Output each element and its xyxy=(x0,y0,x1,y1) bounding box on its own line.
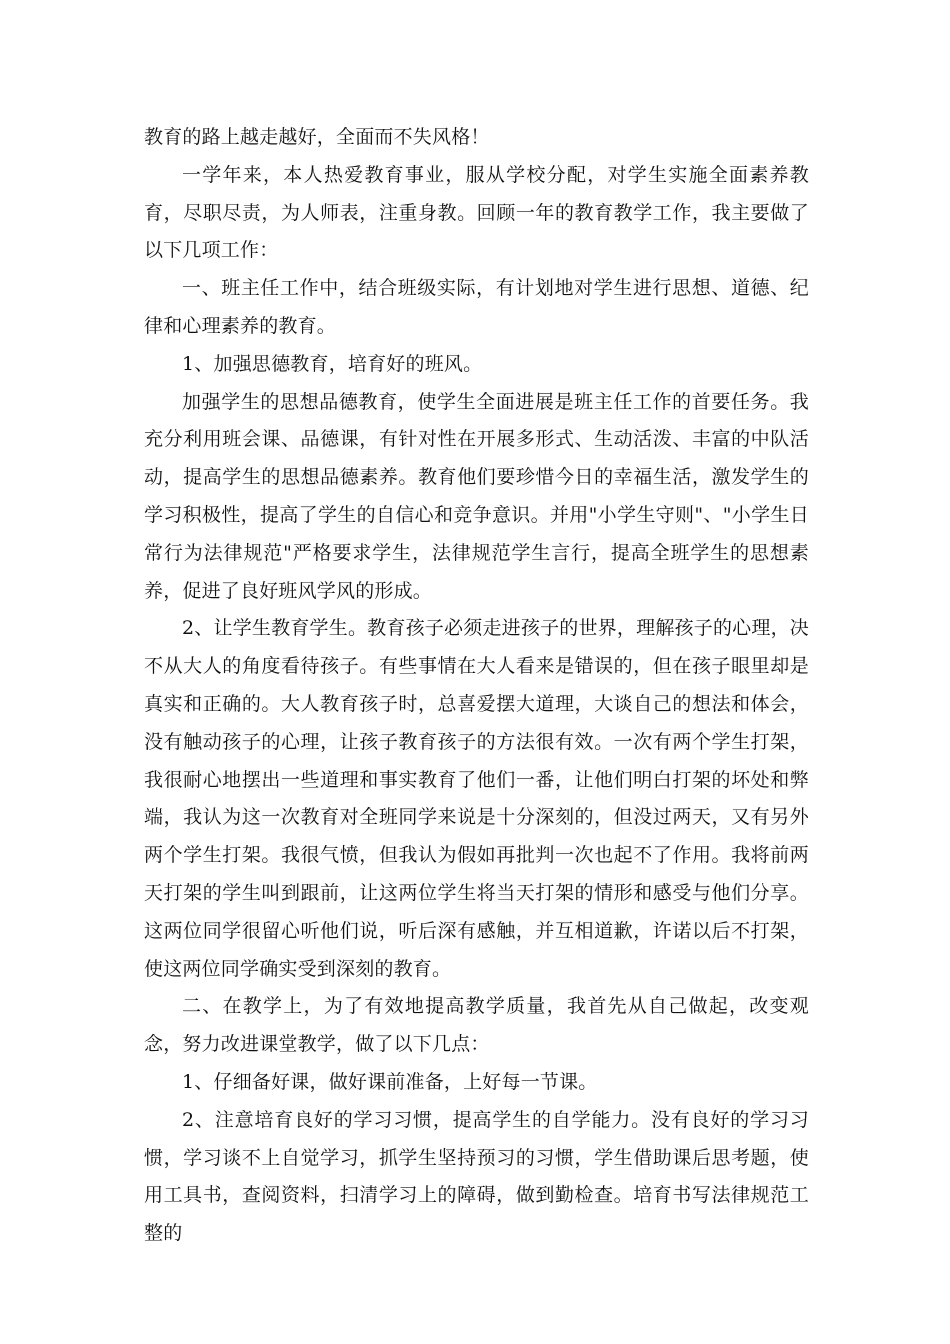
paragraph-section-two-heading: 二、在教学上，为了有效地提高教学质量，我首先从自己做起，改变观念，努力改进课堂教学，做了以下几点： xyxy=(144,995,809,1056)
paragraph-item-1: 1、加强思德教育，培育好的班风。 xyxy=(182,352,483,375)
paragraph-teaching-item-1: 1、仔细备好课，做好课前准备，上好每一节课。 xyxy=(182,1070,598,1093)
paragraph-moral-education: 加强学生的思想品德教育，使学生全面进展是班主任工作的首要任务。我充分利用班会课、品德课，有针对性在开展多形式、生动活泼、丰富的中队活动，提高学生的思想品德素养。教育他们要珍惜今日的幸福生活，激发学生的学习积极性，提高了学生的自信心和竞争意识。并用"小学生守则"、"小学生日常行为法律规范"严格要求学生，法律规范学生言行，提高全班学生的思想素养，促进了良好班风学风的形成。 xyxy=(144,390,809,602)
paragraph-section-one-heading: 一、班主任工作中，结合班级实际，有计划地对学生进行思想、道德、纪律和心理素养的教育。 xyxy=(144,277,809,337)
paragraph-item-2-peer-education: 2、让学生教育学生。教育孩子必须走进孩子的世界，理解孩子的心理，决不从大人的角度看待孩子。有些事情在大人看来是错误的，但在孩子眼里却是真实和正确的。大人教育孩子时，总喜爱摆大道理，大谈自己的想法和体会，没有触动孩子的心理，让孩子教育孩子的方法很有效。一次有两个学生打架，我很耐心地摆出一些道理和事实教育了他们一番，让他们明白打架的坏处和弊端，我认为这一次教育对全班同学来说是十分深刻的，但没过两天，又有另外两个学生打架。我很气愤，但我认为假如再批判一次也起不了作用。我将前两天打架的学生叫到跟前，让这两位学生将当天打架的情形和感受与他们分享。这两位同学很留心听他们说，听后深有感触，并互相道歉，许诺以后不打架，使这两位同学确实受到深刻的教育。 xyxy=(144,617,809,980)
paragraph-continuation: 教育的路上越走越好，全面而不失风格！ xyxy=(144,126,490,148)
paragraph-intro: 一学年来，本人热爱教育事业，服从学校分配，对学生实施全面素养教育，尽职尽责，为人师表，注重身教。回顾一年的教育教学工作，我主要做了以下几项工作： xyxy=(144,163,809,262)
document-body xyxy=(144,119,809,1253)
paragraph-teaching-item-2: 2、注意培育良好的学习习惯，提高学生的自学能力。没有良好的学习习惯，学习谈不上自觉学习，抓学生坚持预习的习惯，学生借助课后思考题，使用工具书，查阅资料，扫清学习上的障碍，做到勤检查。培育书写法律规范工整的 xyxy=(144,1108,809,1245)
